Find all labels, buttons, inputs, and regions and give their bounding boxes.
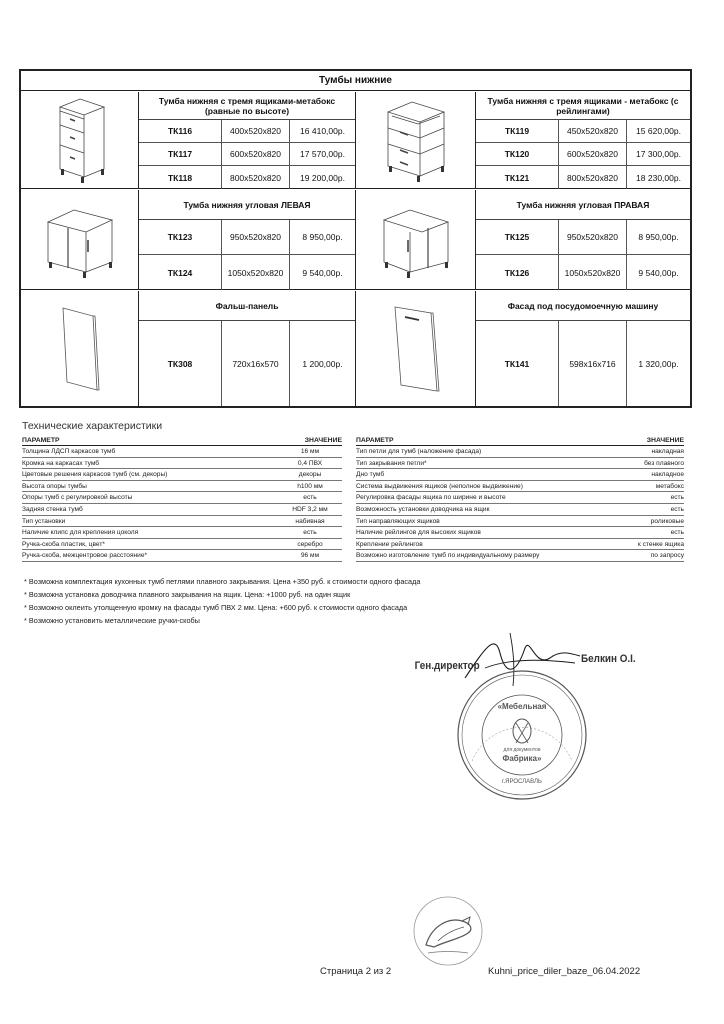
product-name: Тумба нижняя угловая ЛЕВАЯ bbox=[139, 190, 355, 220]
signatory-position: Ген.директор bbox=[414, 660, 480, 672]
product-block bbox=[21, 92, 356, 188]
spec-name: Система выдвижения ящиков (неполное выдвижение) bbox=[356, 482, 523, 490]
spec-name: Возможность установки доводчика на ящик bbox=[356, 505, 490, 513]
spec-value: без плавного bbox=[644, 459, 684, 467]
item-price: 1 320,00р. bbox=[626, 321, 690, 406]
svg-text:для документов: для документов bbox=[503, 747, 541, 753]
specs-header bbox=[22, 434, 342, 446]
spec-row bbox=[22, 550, 342, 562]
price-item bbox=[476, 220, 690, 255]
item-code: ТК116 bbox=[167, 126, 193, 136]
spec-row bbox=[22, 481, 342, 493]
price-item bbox=[476, 255, 690, 290]
spec-name: Задняя стенка тумб bbox=[22, 505, 83, 513]
item-size: 1050х520х820 bbox=[221, 255, 289, 290]
product-row bbox=[21, 92, 690, 189]
price-item bbox=[139, 166, 355, 189]
product-row bbox=[21, 190, 690, 290]
price-item bbox=[476, 321, 690, 406]
spec-name: Опоры тумб с регулировкой высоты bbox=[22, 494, 133, 502]
spec-row bbox=[356, 527, 684, 539]
specs-header bbox=[356, 434, 684, 446]
product-name: Фасад под посудомоечную машину bbox=[476, 291, 690, 321]
page-number: Страница 2 из 2 bbox=[320, 966, 392, 977]
corner-cabinet-right-illustration bbox=[356, 190, 476, 289]
price-table bbox=[19, 69, 692, 408]
spec-value: есть bbox=[670, 529, 684, 537]
spec-row bbox=[22, 539, 342, 551]
spec-row bbox=[356, 550, 684, 562]
product-block bbox=[21, 291, 356, 406]
product-row bbox=[21, 291, 690, 406]
corner-cabinet-left-illustration bbox=[21, 190, 139, 289]
spec-row bbox=[22, 516, 342, 528]
footnote: * Возможна комплектация кухонных тумб петлями плавного закрывания. Цена +350 руб. к стоимости одного фасада bbox=[24, 577, 421, 586]
item-size: 1050х520х820 bbox=[558, 255, 626, 290]
item-price: 15 620,00р. bbox=[626, 120, 690, 142]
item-price: 16 410,00р. bbox=[289, 120, 355, 142]
spec-value: HDF 3,2 мм bbox=[292, 505, 328, 513]
item-price: 17 300,00р. bbox=[626, 143, 690, 165]
item-size: 800х520х820 bbox=[558, 166, 626, 189]
svg-text:«Мебельная: «Мебельная bbox=[497, 702, 547, 711]
svg-text:г.ЯРОСЛАВЛЬ: г.ЯРОСЛАВЛЬ bbox=[502, 779, 542, 785]
spec-row bbox=[22, 527, 342, 539]
product-block bbox=[21, 190, 356, 289]
spec-row bbox=[22, 504, 342, 516]
specs-title: Технические характеристики bbox=[22, 420, 163, 432]
spec-name: Регулировка фасады ящика по ширине и высоте bbox=[356, 494, 506, 502]
item-code: ТК121 bbox=[504, 172, 530, 183]
item-price: 1 200,00р. bbox=[289, 321, 355, 406]
bird-logo bbox=[398, 895, 498, 967]
price-item bbox=[476, 120, 690, 143]
price-item bbox=[139, 143, 355, 166]
cabinet-three-drawers-illustration bbox=[21, 92, 139, 188]
spec-value: роликовые bbox=[650, 517, 684, 525]
product-name: Тумба нижняя с тремя ящиками - метабокс (с рейлингами) bbox=[476, 92, 690, 120]
footnote: * Возможно установить металлические ручки-скобы bbox=[24, 616, 200, 625]
item-size: 600х520х820 bbox=[558, 143, 626, 165]
footnote: * Возможна установка доводчика плавного закрывания на ящик. Цена: +1000 руб. на один ящик bbox=[24, 590, 351, 599]
company-stamp bbox=[452, 665, 592, 805]
spec-name: Наличие рейлингов для высоких ящиков bbox=[356, 529, 481, 537]
false-panel-illustration bbox=[21, 291, 139, 406]
spec-value: набивная bbox=[295, 517, 325, 525]
price-item bbox=[139, 255, 355, 290]
item-size: 598х16х716 bbox=[558, 321, 626, 406]
spec-row bbox=[356, 516, 684, 528]
spec-name: Ручка-скоба пластик, цвет* bbox=[22, 540, 105, 548]
spec-name: Дно тумб bbox=[356, 471, 385, 479]
item-price: 8 950,00р. bbox=[289, 220, 355, 254]
item-code: ТК124 bbox=[167, 267, 193, 278]
item-size: 600х520х820 bbox=[221, 143, 289, 165]
spec-row bbox=[356, 539, 684, 551]
item-code: ТК118 bbox=[167, 172, 193, 183]
dishwasher-facade-illustration bbox=[356, 291, 476, 406]
item-price: 9 540,00р. bbox=[289, 255, 355, 290]
spec-value: метабокс bbox=[655, 482, 684, 490]
item-code: ТК120 bbox=[504, 149, 530, 159]
signatory-name: Белкин О.І. bbox=[581, 653, 636, 665]
price-item bbox=[139, 120, 355, 143]
header-value: ЗНАЧЕНИЕ bbox=[646, 437, 684, 444]
spec-value: 0,4 ПВХ bbox=[297, 459, 323, 467]
spec-row bbox=[22, 469, 342, 481]
spec-value: декоры bbox=[298, 471, 322, 479]
item-size: 800х520х820 bbox=[221, 166, 289, 189]
spec-name: Возможно изготовление тумб по индивидуальному размеру bbox=[356, 552, 540, 560]
item-price: 8 950,00р. bbox=[626, 220, 690, 254]
spec-name: Тип установки bbox=[22, 517, 66, 525]
spec-row bbox=[22, 446, 342, 458]
spec-name: Тип направляющих ящиков bbox=[356, 517, 440, 525]
item-code: ТК141 bbox=[504, 358, 530, 369]
spec-row bbox=[356, 446, 684, 458]
footnotes bbox=[24, 575, 420, 627]
spec-name: Цветовые решения каркасов тумб (см. декоры) bbox=[22, 471, 168, 479]
spec-name: Тип закрывания петли* bbox=[356, 459, 427, 467]
specs-table-left bbox=[22, 434, 342, 562]
footnote: * Возможно оклеить утолщенную кромку на фасады тумб ПВХ 2 мм. Цена: +600 руб. к стоимости одного фасада bbox=[24, 603, 408, 612]
spec-value: 96 мм bbox=[300, 552, 320, 560]
product-block bbox=[356, 92, 690, 188]
specs-table-right bbox=[356, 434, 684, 562]
spec-name: Крепление рейлингов bbox=[356, 540, 423, 548]
spec-value: накладное bbox=[651, 471, 684, 479]
item-code: ТК308 bbox=[167, 358, 193, 369]
spec-value: накладная bbox=[651, 448, 684, 455]
spec-row bbox=[356, 504, 684, 516]
item-size: 400х520х820 bbox=[221, 120, 289, 142]
product-block bbox=[356, 190, 690, 289]
item-price: 17 570,00р. bbox=[289, 143, 355, 165]
table-title: Тумбы нижние bbox=[21, 71, 690, 91]
spec-name: Ручка-скоба, межцентровое расстояние* bbox=[22, 552, 148, 560]
item-code: ТК117 bbox=[167, 149, 193, 159]
item-price: 19 200,00р. bbox=[289, 166, 355, 189]
item-code: ТК126 bbox=[504, 267, 530, 278]
item-size: 450х520х820 bbox=[558, 120, 626, 142]
price-item bbox=[139, 321, 355, 406]
header-param: ПАРАМЕТР bbox=[356, 437, 394, 444]
spec-value: есть bbox=[670, 494, 684, 502]
header-param: ПАРАМЕТР bbox=[22, 437, 60, 444]
spec-value: есть bbox=[303, 529, 317, 537]
price-item bbox=[476, 143, 690, 166]
spec-name: Кромка на каркасах тумб bbox=[22, 459, 100, 467]
spec-row bbox=[356, 469, 684, 481]
product-name: Фальш-панель bbox=[139, 291, 355, 321]
spec-name: Тип петли для тумб (наложение фасада) bbox=[356, 448, 482, 455]
item-code: ТК125 bbox=[504, 232, 530, 242]
spec-name: Наличие клипс для крепления цоколя bbox=[22, 529, 139, 537]
item-price: 18 230,00р. bbox=[626, 166, 690, 189]
spec-row bbox=[22, 458, 342, 470]
spec-name: Высота опоры тумбы bbox=[22, 482, 87, 490]
price-item bbox=[476, 166, 690, 189]
svg-text:Фабрика»: Фабрика» bbox=[502, 754, 542, 763]
product-name: Тумба нижняя с тремя ящиками-метабокс (равные по высоте) bbox=[139, 92, 355, 120]
spec-value: h100 мм bbox=[297, 482, 323, 490]
item-size: 950х520х820 bbox=[221, 220, 289, 254]
file-name: Kuhni_price_diler_baze_06.04.2022 bbox=[488, 966, 641, 977]
price-item bbox=[139, 220, 355, 255]
spec-value: 16 мм bbox=[300, 448, 320, 455]
item-size: 950х520х820 bbox=[558, 220, 626, 254]
product-name: Тумба нижняя угловая ПРАВАЯ bbox=[476, 190, 690, 220]
spec-value: есть bbox=[670, 505, 684, 513]
product-block bbox=[356, 291, 690, 406]
spec-row bbox=[356, 492, 684, 504]
item-price: 9 540,00р. bbox=[626, 255, 690, 290]
item-size: 720х16х570 bbox=[221, 321, 289, 406]
spec-row bbox=[22, 492, 342, 504]
spec-value: серебро bbox=[297, 540, 323, 548]
spec-name: Толщина ЛДСП каркасов тумб bbox=[22, 448, 116, 455]
spec-value: к стенке ящика bbox=[637, 540, 684, 548]
item-code: ТК123 bbox=[167, 232, 193, 242]
cabinet-railings-illustration bbox=[356, 92, 476, 188]
spec-row bbox=[356, 481, 684, 493]
spec-value: есть bbox=[303, 494, 317, 502]
item-code: ТК119 bbox=[504, 126, 530, 136]
header-value: ЗНАЧЕНИЕ bbox=[304, 437, 342, 444]
spec-row bbox=[356, 458, 684, 470]
spec-value: по запросу bbox=[650, 552, 684, 560]
